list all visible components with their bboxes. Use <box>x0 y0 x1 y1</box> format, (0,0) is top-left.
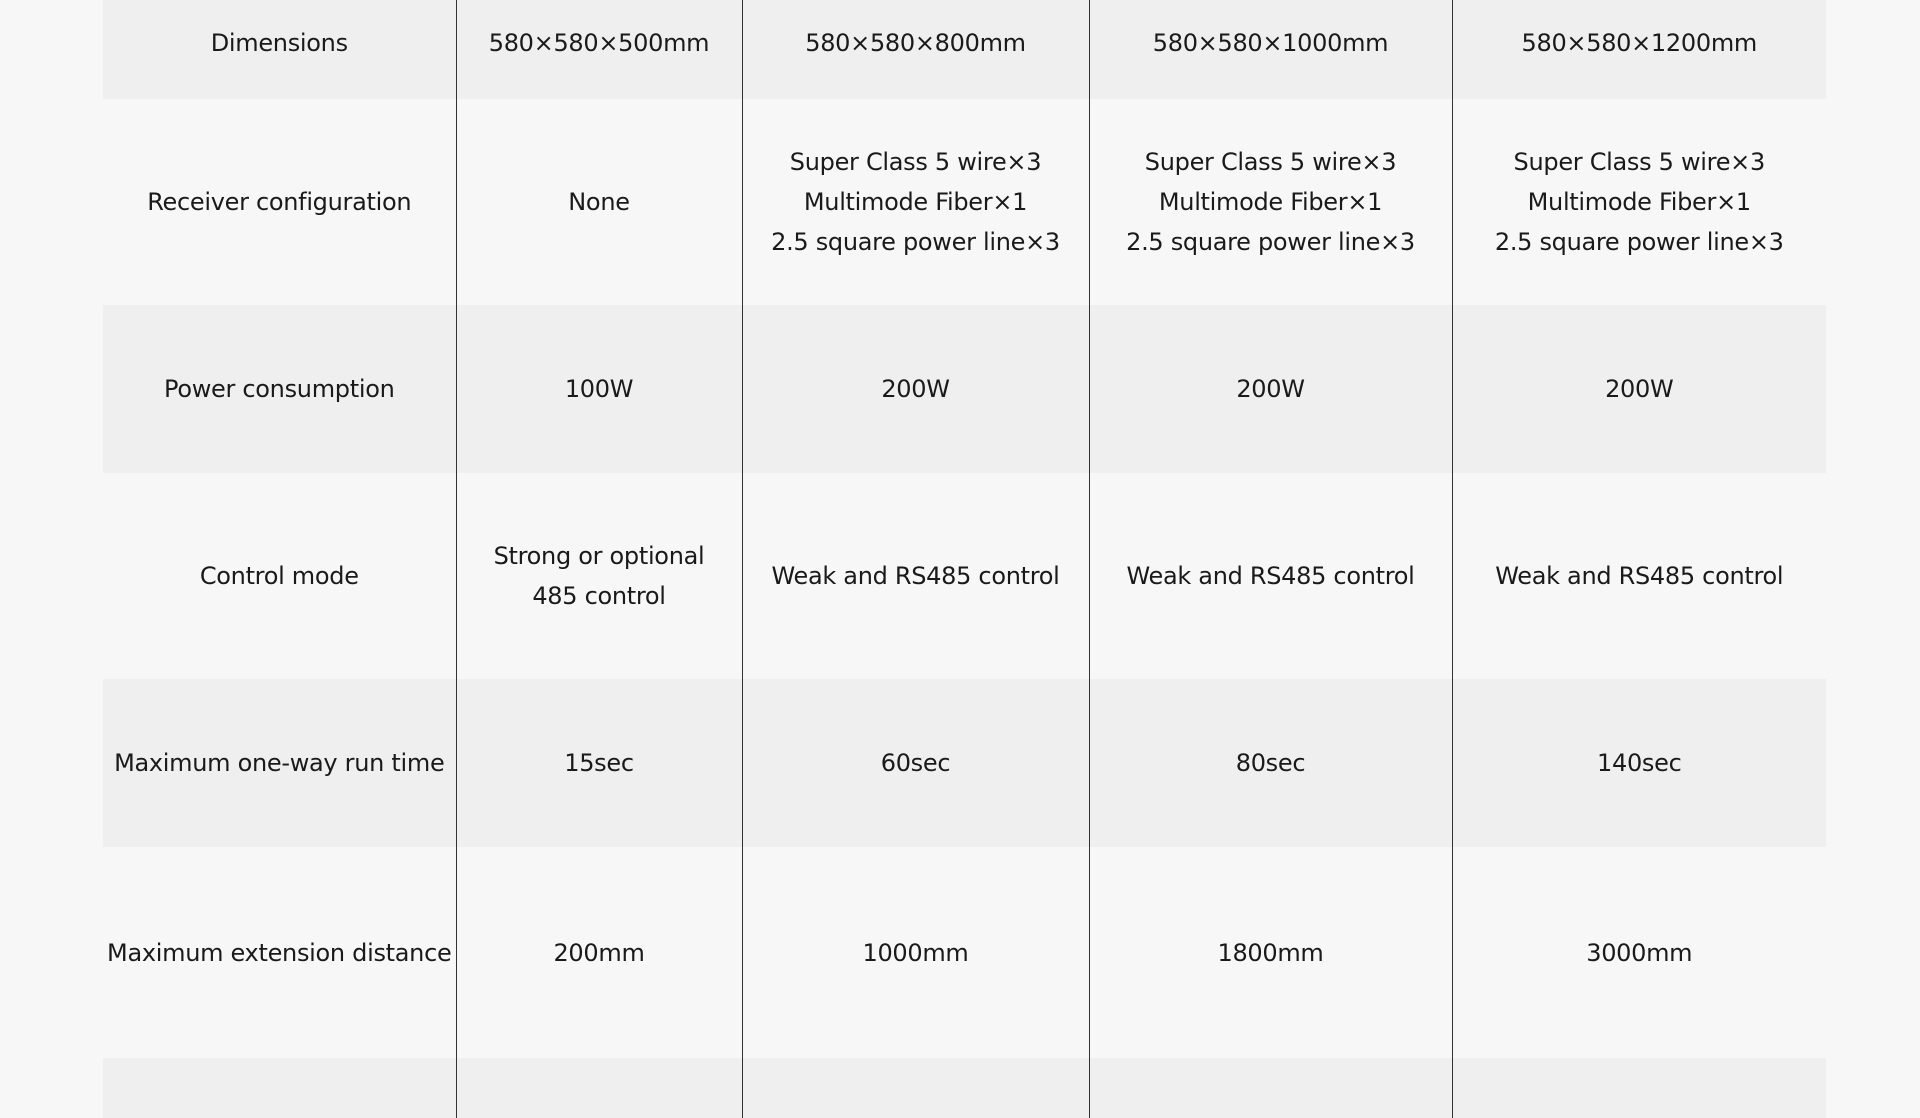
spec-cell <box>1452 473 1826 679</box>
cell-text: 200W <box>1236 375 1305 403</box>
cell-text: Super Class 5 wire×3 <box>789 148 1042 176</box>
cell-text: Weak and RS485 control <box>1126 562 1415 590</box>
row-label: Maximum one-way run time <box>103 679 456 847</box>
spec-cell <box>1089 305 1452 473</box>
row-label: Maximum extension distance <box>103 847 456 1058</box>
cell-text: Super Class 5 wire×3 <box>1513 148 1765 176</box>
spec-cell <box>1089 679 1452 847</box>
cell-text: 2.5 square power line×3 <box>1494 228 1784 256</box>
cell-text: Multimode Fiber×1 <box>1527 188 1751 216</box>
spec-cell <box>1089 99 1452 305</box>
cell-text: 60sec <box>880 749 951 777</box>
spec-cell <box>1089 1058 1452 1118</box>
spec-cell <box>742 1058 1089 1118</box>
spec-cell <box>456 679 742 847</box>
cell-text: Super Class 5 wire×3 <box>1144 148 1397 176</box>
spec-cell <box>742 0 1089 99</box>
cell-text: 15sec <box>564 749 634 777</box>
spec-cell <box>1452 0 1826 99</box>
cell-text: 2.5 square power line×3 <box>1126 228 1415 256</box>
cell-text: 1000mm <box>862 938 969 967</box>
cell-text: 200W <box>881 375 950 403</box>
row-receiver-configuration <box>103 99 1826 305</box>
spec-cell <box>742 473 1089 679</box>
spec-table <box>103 0 1826 1118</box>
row-next <box>103 1058 1826 1118</box>
cell-text: 140sec <box>1597 749 1682 777</box>
spec-cell <box>742 847 1089 1058</box>
row-max-extension-distance <box>103 847 1826 1058</box>
cell-text: Weak and RS485 control <box>771 562 1060 590</box>
cell-text: None <box>568 188 630 216</box>
cell-text: Strong or optional <box>493 542 705 570</box>
spec-cell <box>456 847 742 1058</box>
spec-cell <box>456 473 742 679</box>
cell-text: 580×580×1200mm <box>1521 28 1757 57</box>
row-label: Power consumption <box>103 305 456 473</box>
spec-cell <box>456 99 742 305</box>
row-label <box>103 1058 456 1118</box>
spec-cell <box>456 305 742 473</box>
spec-cell <box>1089 473 1452 679</box>
spec-cell <box>456 1058 742 1118</box>
cell-text: 3000mm <box>1586 938 1693 967</box>
cell-text: 80sec <box>1235 749 1306 777</box>
spec-cell <box>742 679 1089 847</box>
row-label: Dimensions <box>103 0 456 99</box>
cell-text: 580×580×1000mm <box>1152 28 1389 57</box>
spec-cell <box>1452 305 1826 473</box>
spec-cell <box>1452 1058 1826 1118</box>
cell-text: 200mm <box>553 938 645 967</box>
spec-cell <box>1452 99 1826 305</box>
cell-text: 200W <box>1605 375 1674 403</box>
row-dimensions <box>103 0 1826 99</box>
spec-cell <box>1089 847 1452 1058</box>
cell-text: Weak and RS485 control <box>1495 562 1784 590</box>
spec-cell <box>742 305 1089 473</box>
spec-cell <box>742 99 1089 305</box>
spec-cell <box>1452 847 1826 1058</box>
cell-text: 1800mm <box>1217 938 1324 967</box>
spec-cell <box>1452 679 1826 847</box>
row-max-run-time <box>103 679 1826 847</box>
cell-text: Multimode Fiber×1 <box>803 188 1028 216</box>
spec-cell <box>1089 0 1452 99</box>
cell-text: 485 control <box>532 582 666 610</box>
cell-text: Multimode Fiber×1 <box>1158 188 1383 216</box>
cell-text: 580×580×800mm <box>805 28 1026 57</box>
cell-text: 2.5 square power line×3 <box>771 228 1060 256</box>
row-power-consumption <box>103 305 1826 473</box>
row-label: Control mode <box>103 473 456 679</box>
row-label: Receiver configuration <box>103 99 456 305</box>
cell-text: 580×580×500mm <box>488 28 710 57</box>
cell-text: 100W <box>564 375 634 403</box>
row-control-mode <box>103 473 1826 679</box>
spec-cell <box>456 0 742 99</box>
